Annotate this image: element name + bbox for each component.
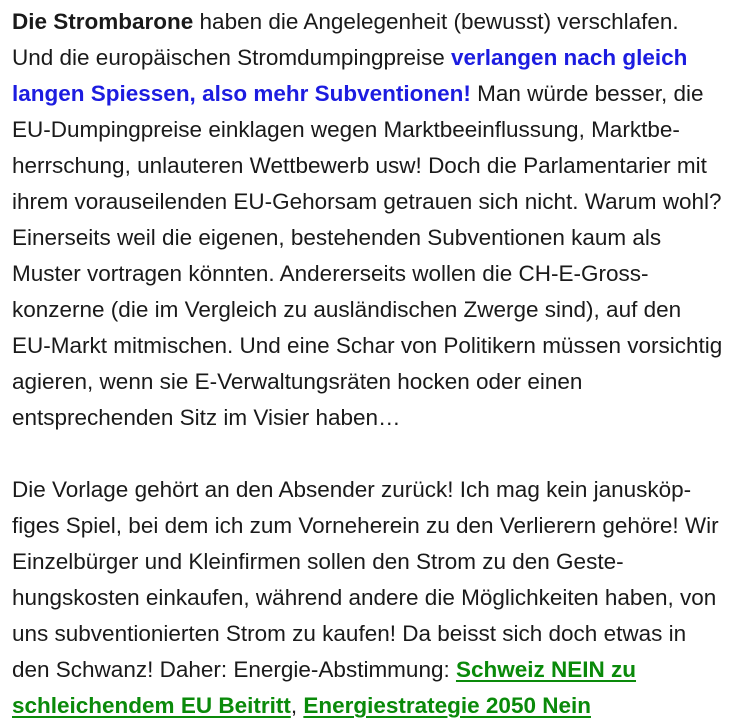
link-eu-beitritt[interactable]: Schweiz NEIN zu schleichendem EU Beitritt [12, 657, 637, 718]
paragraph-2-text: Die Vorlage gehört an den Absender zurück! Ich mag kein janusköpfiges Spiel, bei dem ich zum Vorneherein zu den Verlierern gehöre! Wir Einzelbürger und Kleinfirmen sollen den Strom zu den Gestehungskosten einkaufen, während andere die Möglichkeiten haben, von uns subventionierten Strom zu kaufen! Da beisst sich doch etwas in den Schwanz! Daher: Energie-Abstimmung: [12, 477, 719, 682]
paragraph-1-text-b: Man würde besser, die EU-Dumpingpreise einklagen wegen Marktbeeinflussung, Marktbeherrschung, unlauteren Wettbewerb usw! Doch die Parlamentarier mit ihrem vorauseilenden EU-Gehorsam getrauen sich nicht. Warum wohl? Einerseits weil die eigenen, bestehenden Subventionen kaum als Muster vortragen könnten. Andererseits wollen die CH-E-Grosskonzerne (die im Vergleich zu ausländischen Zwerge sind), auf den EU-Markt mitmischen. Und eine Schar von Politikern müssen vorsichtig agieren, wenn sie E-Verwaltungsräten hocken oder einen entsprechenden Sitz im Visier haben… [12, 81, 723, 430]
link-energiestrategie[interactable]: Energiestrategie 2050 Nein [303, 693, 591, 718]
highlight-text: verlangen nach gleich langen Spiessen, also mehr Subventionen! [12, 45, 688, 106]
paragraph-2 [12, 472, 725, 724]
link-separator: , [290, 693, 304, 718]
lead-bold-text: Die Strombarone [12, 9, 194, 34]
paragraph-1-text-a: haben die Angelegenheit (bewusst) verschlafen. Und die europäischen Stromdumpingpreise [12, 9, 679, 70]
paragraph-1 [12, 4, 725, 436]
